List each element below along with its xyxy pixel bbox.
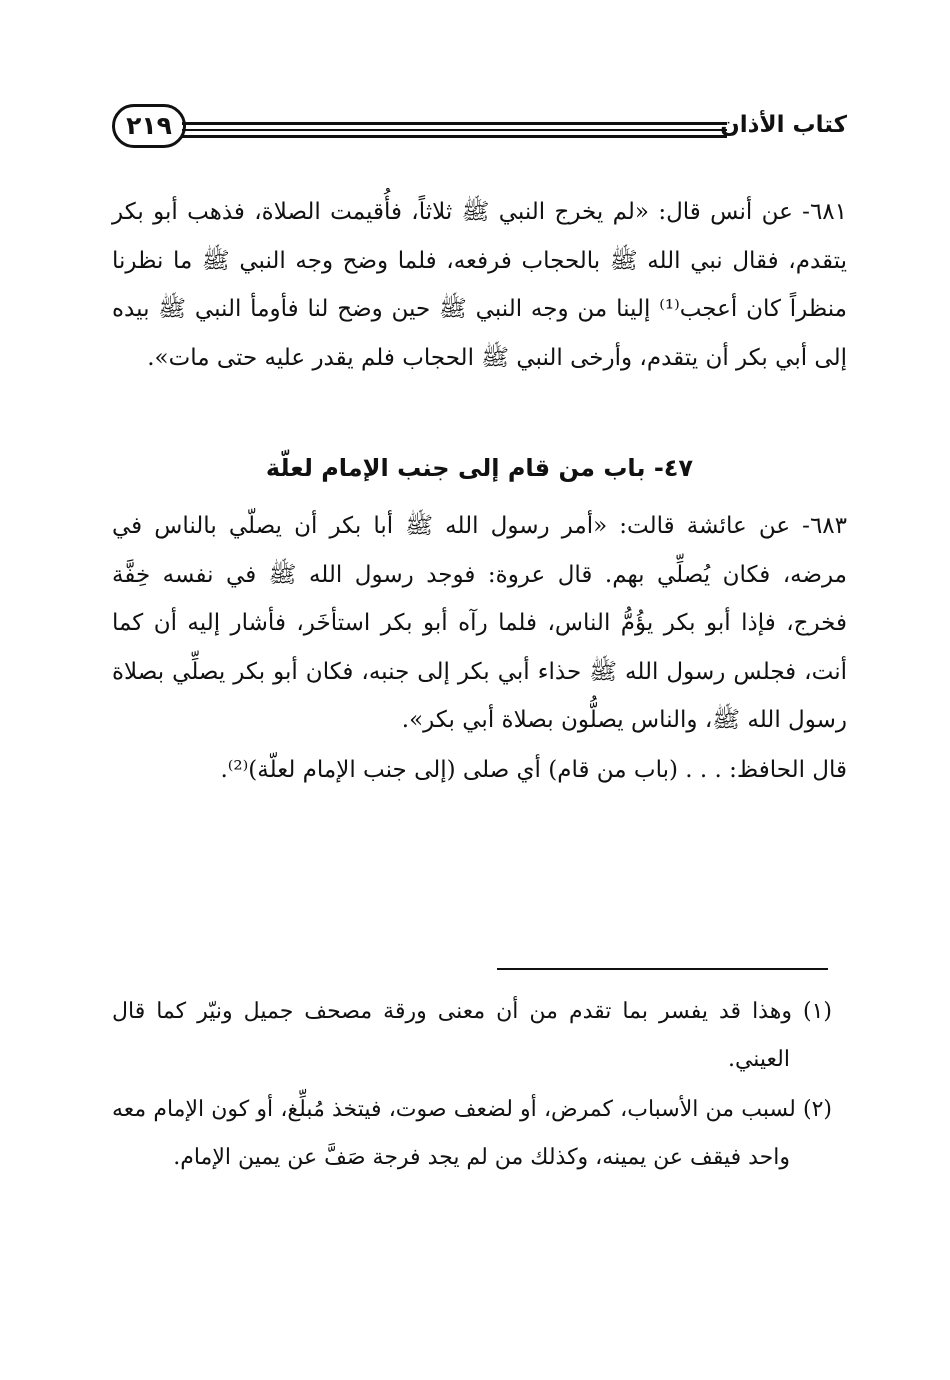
footnotes <box>112 988 832 1184</box>
header-rule <box>182 122 727 138</box>
page-header <box>112 100 847 160</box>
footnote-text: لسبب من الأسباب، كمرض، أو لضعف صوت، فيتخذ مُبلِّغ، أو كون الإمام معه واحد فيقف عن يمينه، وكذلك من لم يجد فرجة صَفَّ عن يمين الإمام. <box>112 1097 796 1170</box>
hafiz-comment: قال الحافظ: . . . (باب من قام) أي صلى (إلى جنب الإمام لعلّة)⁽²⁾. <box>220 757 847 783</box>
footnote-divider <box>497 968 828 970</box>
footnote-text: وهذا قد يفسر بما تقدم من أن معنى ورقة مصحف جميل ونيّر كما قال العيني. <box>112 999 792 1072</box>
hadith-681: ٦٨١- عن أنس قال: «لم يخرج النبي ﷺ ثلاثاً، فأُقيمت الصلاة، فذهب أبو بكر يتقدم، فقال نبي الله ﷺ بالحجاب فرفعه، فلما وضح وجه النبي ﷺ ما نظرنا منظراً كان أعجب⁽¹⁾ إلينا من وجه النبي ﷺ حين وضح لنا فأومأ النبي ﷺ بيده إلى أبي بكر أن يتقدم، وأرخى النبي ﷺ الحجاب فلم يقدر عليه حتى مات». <box>112 199 847 371</box>
hadith-683: ٦٨٣- عن عائشة قالت: «أمر رسول الله ﷺ أبا بكر أن يصلّي بالناس في مرضه، فكان يُصلِّي بهم. قال عروة: فوجد رسول الله ﷺ في نفسه خِفَّة فخرج، فإذا أبو بكر يؤُمُّ الناس، فلما رآه أبو بكر استأخَر، فأشار إليه أن كما أنت، فجلس رسول الله ﷺ حذاء أبي بكر إلى جنبه، فكان أبو بكر يصلِّي بصلاة رسول الله ﷺ، والناس يصلُّون بصلاة أبي بكر». <box>112 513 847 733</box>
book-title: كتاب الأذان <box>720 112 847 138</box>
footnote-1 <box>112 988 832 1084</box>
footnote-2 <box>112 1086 832 1182</box>
footnote-number: (١) <box>803 999 833 1024</box>
footnote-number: (٢) <box>802 1097 832 1122</box>
page-number: ٢١٩ <box>112 104 186 148</box>
chapter-heading: ٤٧- باب من قام إلى جنب الإمام لعلّة <box>265 454 694 482</box>
